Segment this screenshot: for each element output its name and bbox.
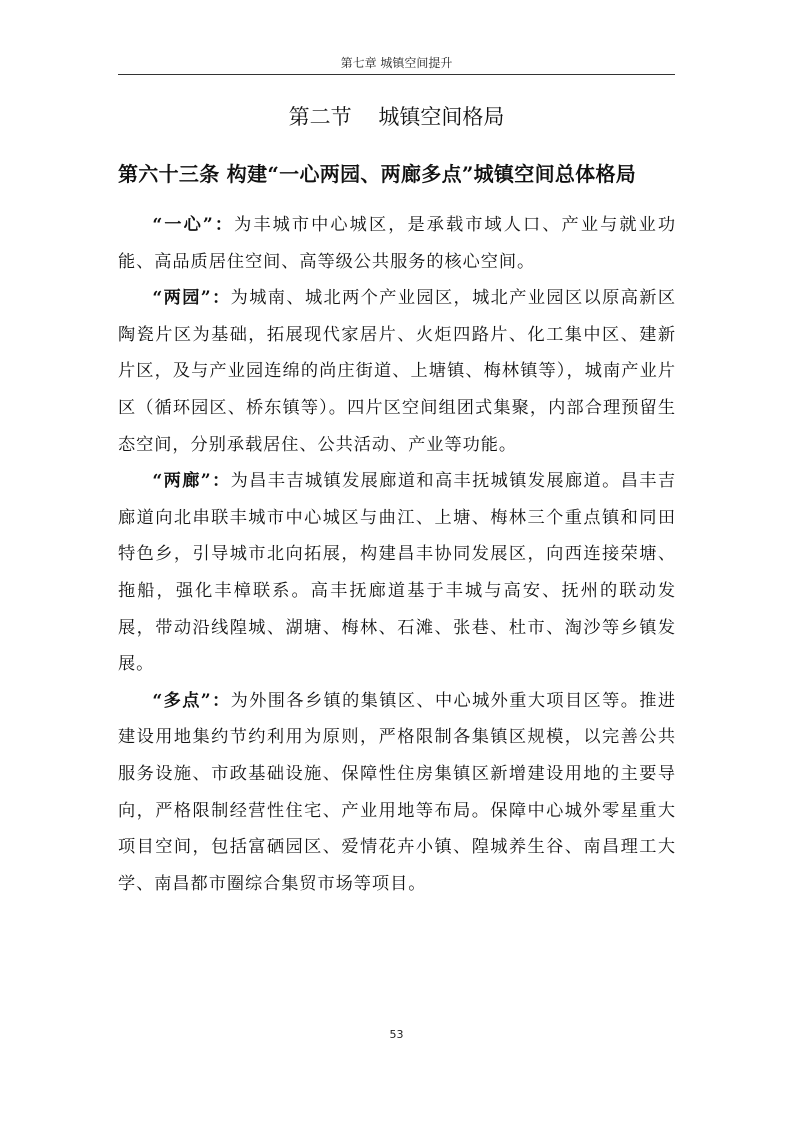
paragraph-term: “两园”： — [152, 288, 231, 309]
paragraph-text: 为外围各乡镇的集镇区、中心城外重大项目区等。推进建设用地集约节约利用为原则，严格限制各集镇区规模，以完善公共服务设施、市政基础设施、保障性住房集镇区新增建设用地的主要导向，严格限制经营性住宅、产业用地等布局。保障中心城外零星重大项目空间，包括富硒园区、爱情花卉小镇、隍城养生谷、南昌理工大学、南昌都市圈综合集贸市场等项目。 — [118, 690, 676, 894]
article-title: 第六十三条 构建“一心两园、两廊多点”城镇空间总体格局 — [118, 162, 637, 186]
paragraph-liangyuan — [118, 280, 676, 463]
running-header: 第七章 城镇空间提升 — [340, 56, 453, 70]
paragraph-text: 为城南、城北两个产业园区，城北产业园区以原高新区陶瓷片区为基础，拓展现代家居片、火炬四路片、化工集中区、建新片区，及与产业园连绵的尚庄街道、上塘镇、梅林镇等），城南产业片区（循环园区、桥东镇等）。四片区空间组团式集聚，内部合理预留生态空间，分别承载居住、公共活动、产业等功能。 — [118, 288, 676, 455]
paragraph-lianglang — [118, 463, 676, 683]
header-divider — [118, 74, 675, 75]
paragraph-term: “一心”： — [152, 215, 235, 235]
page-number: 53 — [389, 1028, 404, 1041]
section-title: 第二节 城镇空间格局 — [288, 105, 505, 129]
paragraph-text: 为昌丰吉城镇发展廊道和高丰抚城镇发展廊道。昌丰吉廊道向北串联丰城市中心城区与曲江、上塘、梅林三个重点镇和同田特色乡，引导城市北向拓展，构建昌丰协同发展区，向西连接荣塘、拖船，强化丰樟联系。高丰抚廊道基于丰城与高安、抚州的联动发展，带动沿线隍城、湖塘、梅林、石滩、张巷、杜市、淘沙等乡镇发展。 — [118, 471, 676, 675]
paragraph-text: 为丰城市中心城区，是承载市域人口、产业与就业功能、高品质居住空间、高等级公共服务的核心空间。 — [118, 215, 676, 272]
paragraph-term: “两廊”： — [152, 471, 231, 492]
paragraph-yixin — [118, 207, 676, 280]
paragraph-duodian — [118, 683, 676, 903]
article-body — [118, 207, 676, 902]
paragraph-term: “多点”： — [152, 690, 231, 711]
